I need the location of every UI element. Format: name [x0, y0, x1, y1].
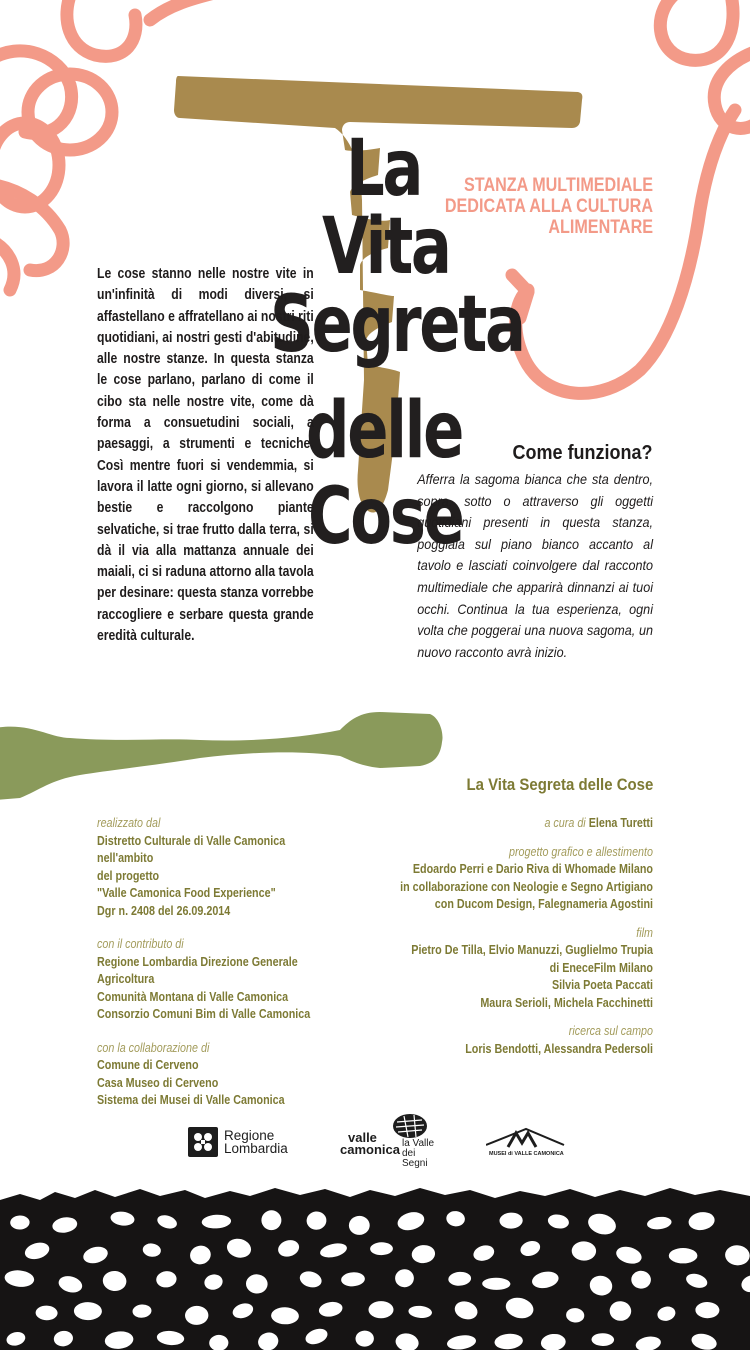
- logo-text: Regione: [224, 1128, 275, 1143]
- credit-group: [97, 815, 338, 920]
- title-line-2: Vita: [322, 202, 450, 292]
- credits-left-column: [97, 815, 338, 1126]
- credit-line: Consorzio Comuni Bim di Valle Camonica: [97, 1007, 311, 1021]
- credit-label: con la collaborazione di: [97, 1040, 210, 1055]
- logo-text: la Valle: [402, 1138, 435, 1149]
- intro-paragraph: [97, 264, 314, 647]
- logo-text: camonica: [340, 1142, 400, 1157]
- title-line-4: delle: [306, 386, 463, 476]
- credit-line: Loris Bendotti, Alessandra Pedersoli: [465, 1041, 653, 1056]
- musei-valle-camonica-logo: [486, 1125, 566, 1165]
- credit-group: [395, 844, 653, 914]
- credit-line: Comune di Cerveno: [97, 1058, 199, 1072]
- logo-text: dei Segni: [402, 1148, 428, 1169]
- credit-line: "Valle Camonica Food Experience": [97, 886, 276, 900]
- title-line-3: Segreta: [270, 280, 524, 370]
- regione-lombardia-wordmark: [224, 1129, 288, 1155]
- credit-line: Edoardo Perri e Dario Riva di Whomade Milano: [412, 862, 653, 876]
- credit-group: [97, 936, 338, 1024]
- pebble: [369, 1301, 394, 1318]
- title-line-1: La: [346, 124, 422, 214]
- credit-group: [395, 815, 653, 833]
- credit-line: Silvia Poeta Paccati: [552, 978, 653, 992]
- credit-line: Regione Lombardia Direzione Generale Agricoltura: [97, 954, 298, 986]
- credit-line: Elena Turetti: [588, 816, 653, 830]
- credit-line: Dgr n. 2408 del 26.09.2014: [97, 903, 231, 918]
- valle-camonica-wordmark: [340, 1132, 400, 1156]
- regione-lombardia-logo: [188, 1126, 288, 1158]
- credit-line: di EneceFilm Milano: [549, 960, 653, 975]
- credit-label: progetto grafico e allestimento: [508, 844, 653, 859]
- valle-camonica-tagline: [402, 1139, 440, 1169]
- credit-line: Sistema dei Musei di Valle Camonica: [97, 1093, 285, 1107]
- credit-line: Pietro De Tilla, Elvio Manuzzi, Guglielmo Trupia: [411, 943, 653, 957]
- credit-line: in collaborazione con Neologie e Segno Artigiano: [400, 879, 653, 894]
- credit-line: Casa Museo di Cerveno: [97, 1075, 219, 1090]
- credit-label: con il contributo di: [97, 937, 184, 951]
- credit-line: Distretto Culturale di Valle Camonica nell'ambito: [97, 833, 286, 865]
- how-it-works-text: Afferra la sagoma bianca che sta dentro, sopra, sotto o attraverso gli oggetti quotidiani presenti in questa stanza, poggiala sul piano bianco accanto al tavolo e lasciati coinvolgere dal racconto multimediale che apparirà dinnanzi ai tuoi occhi. Continua la tua esperienza, ogni volta che poggerai una nuova sagoma, un nuovo racconto avrà inizio.: [417, 471, 653, 660]
- intro-text: Le cose stanno nelle nostre vite in un'infinità di modi diversi, si affastellano e affratellano ai nostri riti quotidiani, ai nostri gesti d'abitudine, alle nostre stanze. In questa stanza le cose parlano, parlano di come il cibo sta nelle nostre vite, come dà forma a consuetudini sociali, a paesaggi, a strumenti e tecniche. Così mentre fuori si vendemmia, si lavora il latte ogni giorno, si allevano bestie e raccolgono piante selvatiche, si trae frutto dalla terra, si dà il via alla mattanza annuale dei maiali, ci si raduna attorno alla tavola per desinare: questa stanza vorrebbe raccogliere e serbare questa grande eredità culturale.: [97, 266, 314, 645]
- subtitle-line: DEDICATA ALLA CULTURA: [444, 196, 653, 217]
- logo-text: valle: [348, 1130, 377, 1145]
- credit-label: a cura di: [544, 816, 586, 830]
- mountains-emblem-icon: [486, 1125, 566, 1151]
- credit-label: film: [636, 925, 653, 940]
- valle-camonica-logo: [340, 1112, 440, 1167]
- pebble: [669, 1248, 698, 1263]
- credit-group: [395, 1023, 653, 1058]
- credit-label: ricerca sul campo: [568, 1024, 653, 1038]
- subtitle-line: STANZA MULTIMEDIALE: [464, 175, 653, 196]
- subtitle-line: ALIMENTARE: [548, 217, 653, 238]
- green-tool-illustration: [0, 712, 443, 800]
- credits-title: La Vita Segreta delle Cose: [466, 775, 653, 794]
- credit-line: Comunità Montana di Valle Camonica: [97, 989, 289, 1004]
- musei-wordmark: MUSEI di VALLE CAMONICA: [489, 1151, 564, 1157]
- credit-label: realizzato dal: [97, 816, 161, 830]
- chain-illustration: [0, 0, 225, 290]
- how-it-works-heading: Come funziona?: [513, 442, 653, 464]
- regione-lombardia-emblem-icon: [188, 1127, 218, 1157]
- credits-right-column: [395, 815, 653, 1069]
- credit-line: con Ducom Design, Falegnameria Agostini: [434, 897, 653, 911]
- credit-group: [395, 925, 653, 1013]
- credit-group: [97, 1040, 338, 1110]
- subtitle: [432, 175, 653, 238]
- ground-pattern: [0, 1188, 750, 1350]
- title-line-5: Cose: [308, 472, 463, 562]
- credit-line: Maura Serioli, Michela Facchinetti: [480, 995, 653, 1010]
- logo-text: Lombardia: [224, 1141, 288, 1156]
- credit-line: del progetto: [97, 868, 160, 883]
